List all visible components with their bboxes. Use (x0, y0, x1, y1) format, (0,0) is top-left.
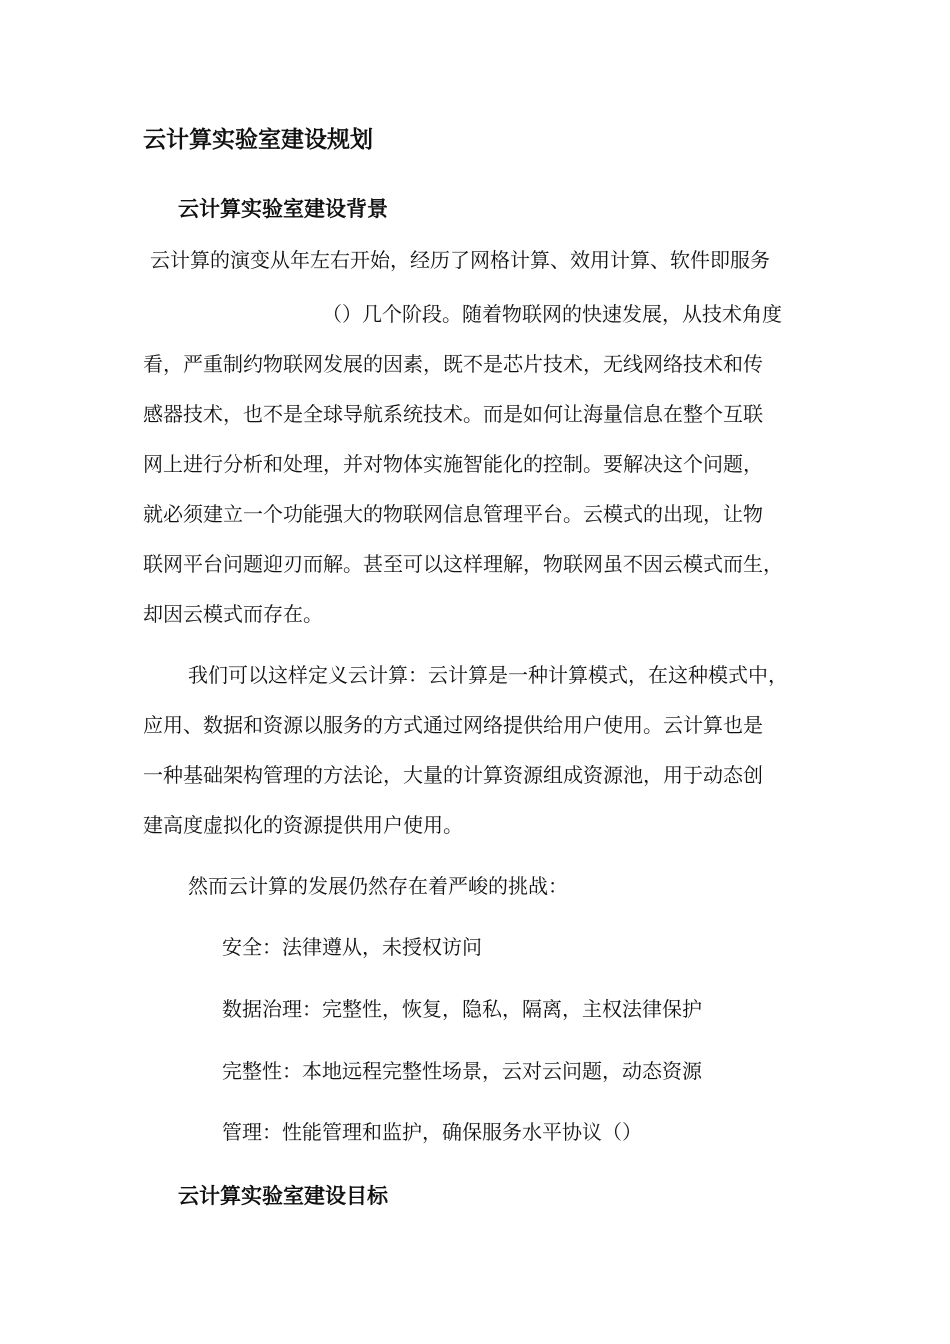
paragraph-line: （）几个阶段。随着物联网的快速发展，从技术角度 (322, 302, 782, 326)
paragraph-line: 看，严重制约物联网发展的因素，既不是芯片技术，无线网络技术和传 (143, 352, 763, 376)
paragraph-line: 我们可以这样定义云计算：云计算是一种计算模式，在这种模式中， (188, 663, 788, 687)
paragraph-challenges-intro: 然而云计算的发展仍然存在着严峻的挑战： (188, 874, 568, 898)
paragraph-line: 建高度虚拟化的资源提供用户使用。 (143, 813, 463, 837)
section-heading-background: 云计算实验室建设背景 (178, 197, 388, 221)
paragraph-line: 联网平台问题迎刃而解。甚至可以这样理解，物联网虽不因云模式而生， (143, 552, 783, 576)
challenge-item-management: 管理：性能管理和监护，确保服务水平协议（） (222, 1120, 642, 1144)
paragraph-line: 一种基础架构管理的方法论，大量的计算资源组成资源池，用于动态创 (143, 763, 763, 787)
paragraph-line: 就必须建立一个功能强大的物联网信息管理平台。云模式的出现，让物 (143, 502, 763, 526)
challenge-item-security: 安全：法律遵从，未授权访问 (222, 935, 482, 959)
challenge-item-data-governance: 数据治理：完整性，恢复，隐私，隔离，主权法律保护 (222, 997, 702, 1021)
section-heading-goals: 云计算实验室建设目标 (178, 1184, 388, 1208)
paragraph-line: 感器技术，也不是全球导航系统技术。而是如何让海量信息在整个互联 (143, 402, 763, 426)
challenge-item-integrity: 完整性：本地远程完整性场景，云对云问题，动态资源 (222, 1059, 702, 1083)
paragraph-line: 却因云模式而存在。 (143, 602, 323, 626)
document-title: 云计算实验室建设规划 (143, 127, 373, 153)
paragraph-line: 网上进行分析和处理，并对物体实施智能化的控制。要解决这个问题， (143, 452, 763, 476)
paragraph-line: 应用、数据和资源以服务的方式通过网络提供给用户使用。云计算也是 (143, 713, 763, 737)
paragraph-line: 云计算的演变从年左右开始，经历了网格计算、效用计算、软件即服务 (150, 248, 770, 272)
